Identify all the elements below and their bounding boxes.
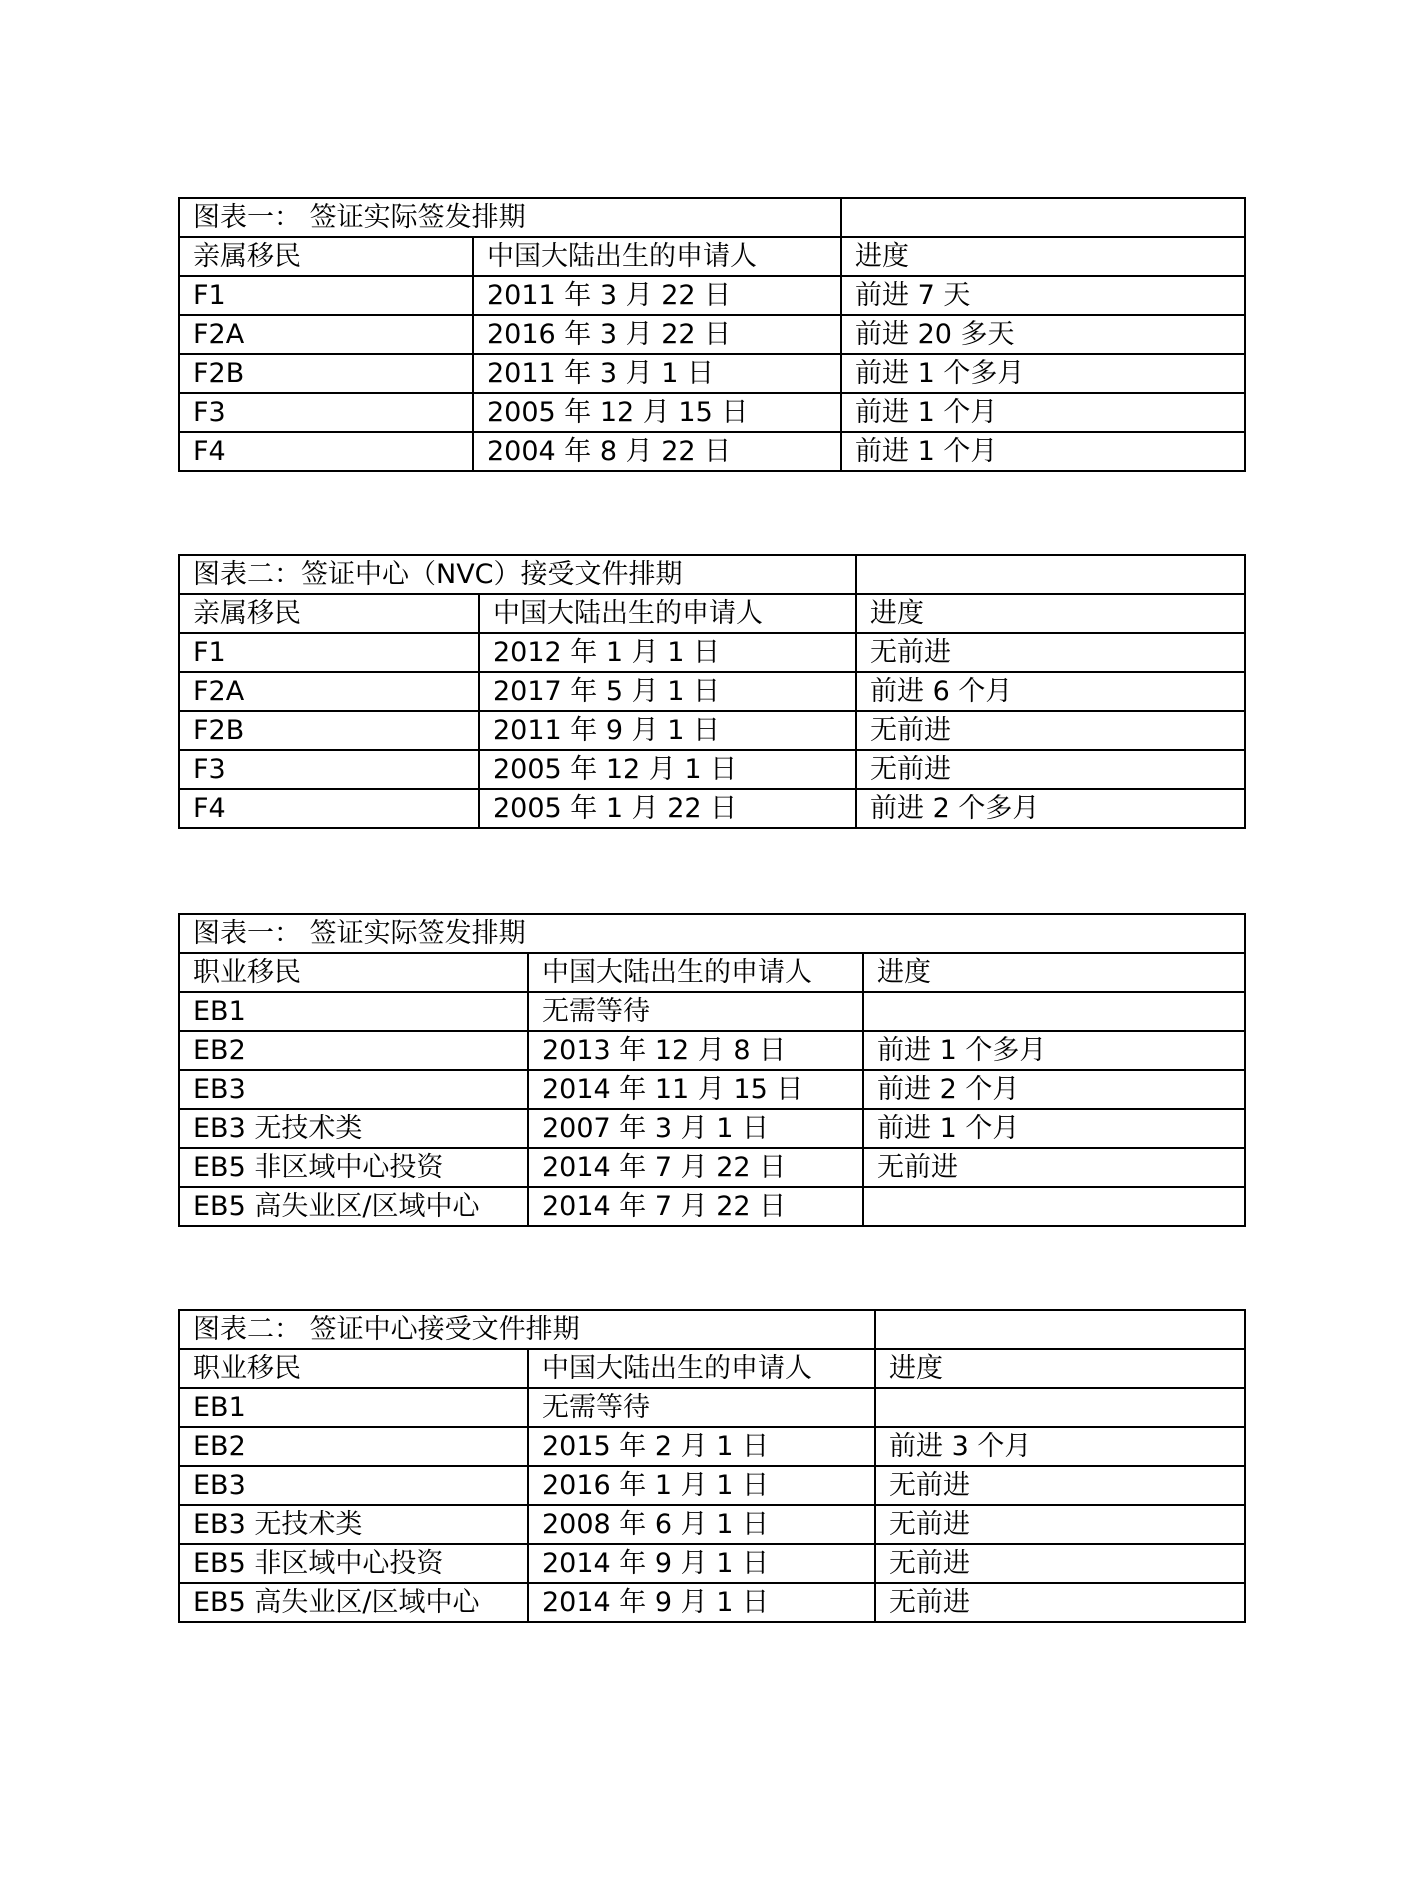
row-progress: 前进 1 个多月	[863, 1031, 1245, 1070]
row-date: 2017 年 5 月 1 日	[479, 672, 856, 711]
table-row	[179, 1466, 1245, 1505]
row-category: EB3	[179, 1070, 528, 1109]
table-row	[179, 1427, 1245, 1466]
row-progress: 无前进	[875, 1466, 1245, 1505]
row-date: 无需等待	[528, 1388, 875, 1427]
row-category: F2B	[179, 354, 473, 393]
table-row	[179, 1583, 1245, 1622]
row-category: F1	[179, 633, 479, 672]
row-date: 2015 年 2 月 1 日	[528, 1427, 875, 1466]
header-category: 亲属移民	[179, 237, 473, 276]
header-category: 职业移民	[179, 1349, 528, 1388]
row-progress: 前进 1 个月	[841, 432, 1245, 471]
row-date: 2013 年 12 月 8 日	[528, 1031, 863, 1070]
row-date: 2012 年 1 月 1 日	[479, 633, 856, 672]
table-row	[179, 789, 1245, 828]
table-title-row	[179, 914, 1245, 953]
table-title-blank	[875, 1310, 1245, 1349]
row-date: 2014 年 9 月 1 日	[528, 1583, 875, 1622]
row-date: 2016 年 1 月 1 日	[528, 1466, 875, 1505]
header-progress: 进度	[875, 1349, 1245, 1388]
table-header-row	[179, 594, 1245, 633]
table-row	[179, 432, 1245, 471]
row-category: EB2	[179, 1427, 528, 1466]
table-title-blank	[856, 555, 1245, 594]
row-progress: 无前进	[875, 1505, 1245, 1544]
row-category: EB3 无技术类	[179, 1109, 528, 1148]
table-row	[179, 315, 1245, 354]
row-category: EB5 高失业区/区域中心	[179, 1187, 528, 1226]
row-progress: 前进 20 多天	[841, 315, 1245, 354]
table-title: 图表一： 签证实际签发排期	[179, 198, 841, 237]
table-row	[179, 1505, 1245, 1544]
row-category: F3	[179, 393, 473, 432]
row-progress: 前进 2 个多月	[856, 789, 1245, 828]
row-progress: 无前进	[875, 1544, 1245, 1583]
row-progress: 无前进	[856, 750, 1245, 789]
table-title: 图表一： 签证实际签发排期	[179, 914, 1245, 953]
table-title-row	[179, 555, 1245, 594]
row-category: F4	[179, 432, 473, 471]
table-row	[179, 276, 1245, 315]
row-progress: 无前进	[863, 1148, 1245, 1187]
table-row	[179, 1187, 1245, 1226]
row-date: 2016 年 3 月 22 日	[473, 315, 841, 354]
table-title-row	[179, 198, 1245, 237]
header-progress: 进度	[856, 594, 1245, 633]
row-category: EB3 无技术类	[179, 1505, 528, 1544]
row-date: 2007 年 3 月 1 日	[528, 1109, 863, 1148]
row-date: 2014 年 11 月 15 日	[528, 1070, 863, 1109]
table-row	[179, 393, 1245, 432]
row-date: 2011 年 9 月 1 日	[479, 711, 856, 750]
table-title: 图表二：签证中心（NVC）接受文件排期	[179, 555, 856, 594]
table-title-blank	[841, 198, 1245, 237]
table-title-row	[179, 1310, 1245, 1349]
row-date: 2014 年 9 月 1 日	[528, 1544, 875, 1583]
row-category: EB2	[179, 1031, 528, 1070]
table-header-row	[179, 237, 1245, 276]
row-category: EB3	[179, 1466, 528, 1505]
table-row	[179, 1544, 1245, 1583]
row-progress	[863, 1187, 1245, 1226]
table-row	[179, 672, 1245, 711]
table-row	[179, 633, 1245, 672]
table-row	[179, 711, 1245, 750]
row-category: F4	[179, 789, 479, 828]
row-date: 2011 年 3 月 1 日	[473, 354, 841, 393]
table-row	[179, 750, 1245, 789]
row-category: F1	[179, 276, 473, 315]
row-date: 2004 年 8 月 22 日	[473, 432, 841, 471]
row-date: 2011 年 3 月 22 日	[473, 276, 841, 315]
header-date: 中国大陆出生的申请人	[473, 237, 841, 276]
table-row	[179, 354, 1245, 393]
row-progress: 前进 3 个月	[875, 1427, 1245, 1466]
row-category: F2A	[179, 672, 479, 711]
row-progress: 前进 7 天	[841, 276, 1245, 315]
row-progress	[863, 992, 1245, 1031]
family-final-action-table	[178, 197, 1246, 472]
header-category: 亲属移民	[179, 594, 479, 633]
header-progress: 进度	[863, 953, 1245, 992]
row-category: F3	[179, 750, 479, 789]
row-progress: 无前进	[856, 711, 1245, 750]
row-category: EB5 非区域中心投资	[179, 1544, 528, 1583]
family-nvc-filing-table	[178, 554, 1246, 829]
row-date: 2005 年 1 月 22 日	[479, 789, 856, 828]
employment-final-action-table	[178, 913, 1246, 1227]
row-category: EB1	[179, 1388, 528, 1427]
header-date: 中国大陆出生的申请人	[528, 1349, 875, 1388]
header-category: 职业移民	[179, 953, 528, 992]
row-category: EB1	[179, 992, 528, 1031]
row-category: EB5 高失业区/区域中心	[179, 1583, 528, 1622]
row-progress: 前进 1 个月	[863, 1109, 1245, 1148]
row-progress: 前进 2 个月	[863, 1070, 1245, 1109]
table-row	[179, 1388, 1245, 1427]
header-date: 中国大陆出生的申请人	[528, 953, 863, 992]
row-date: 无需等待	[528, 992, 863, 1031]
table-header-row	[179, 1349, 1245, 1388]
row-date: 2005 年 12 月 15 日	[473, 393, 841, 432]
table-row	[179, 1070, 1245, 1109]
row-progress: 前进 1 个多月	[841, 354, 1245, 393]
row-date: 2005 年 12 月 1 日	[479, 750, 856, 789]
row-progress: 无前进	[856, 633, 1245, 672]
row-date: 2008 年 6 月 1 日	[528, 1505, 875, 1544]
row-progress: 无前进	[875, 1583, 1245, 1622]
row-category: F2B	[179, 711, 479, 750]
row-category: F2A	[179, 315, 473, 354]
row-date: 2014 年 7 月 22 日	[528, 1187, 863, 1226]
row-progress: 前进 6 个月	[856, 672, 1245, 711]
table-title: 图表二： 签证中心接受文件排期	[179, 1310, 875, 1349]
header-date: 中国大陆出生的申请人	[479, 594, 856, 633]
row-progress: 前进 1 个月	[841, 393, 1245, 432]
table-row	[179, 1109, 1245, 1148]
header-progress: 进度	[841, 237, 1245, 276]
row-date: 2014 年 7 月 22 日	[528, 1148, 863, 1187]
row-progress	[875, 1388, 1245, 1427]
table-row	[179, 1148, 1245, 1187]
table-row	[179, 1031, 1245, 1070]
row-category: EB5 非区域中心投资	[179, 1148, 528, 1187]
table-header-row	[179, 953, 1245, 992]
employment-nvc-filing-table	[178, 1309, 1246, 1623]
table-row	[179, 992, 1245, 1031]
